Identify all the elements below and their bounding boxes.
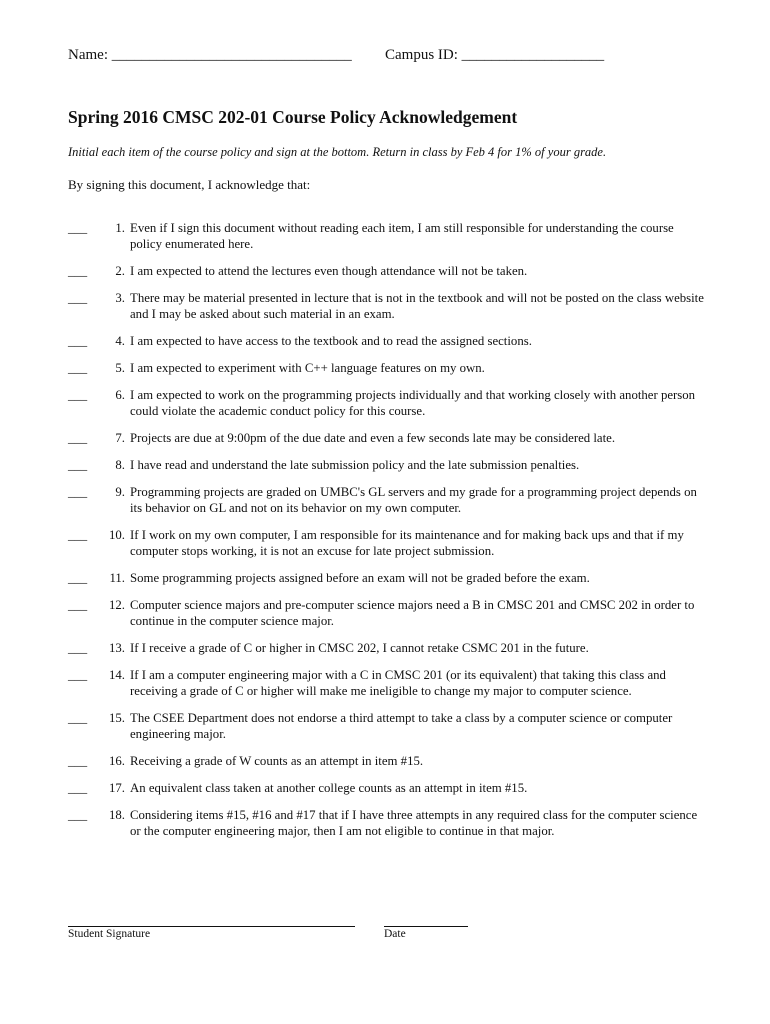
item-number: 12. — [109, 598, 125, 612]
item-text: Projects are due at 9:00pm of the due date and even a few seconds late may be considered late. — [130, 431, 616, 445]
item-number: 10. — [109, 528, 125, 542]
student-signature-label: Student Signature — [68, 928, 151, 940]
initial-blank[interactable]: ___ — [68, 264, 88, 278]
item-number: 14. — [109, 668, 125, 682]
initial-blank[interactable]: ___ — [68, 808, 88, 822]
policy-item — [68, 290, 708, 322]
item-number: 2. — [115, 264, 125, 278]
item-number: 7. — [115, 431, 125, 445]
policy-item — [68, 780, 708, 796]
initial-blank[interactable]: ___ — [68, 781, 88, 795]
signature-area — [68, 913, 708, 953]
initial-blank[interactable]: ___ — [68, 668, 88, 682]
item-number: 16. — [109, 754, 125, 768]
item-number: 18. — [109, 808, 125, 822]
item-text: Even if I sign this document without reading each item, I am still responsible for understanding the course policy enumerated here. — [130, 221, 674, 251]
initial-blank[interactable]: ___ — [68, 711, 88, 725]
policy-item — [68, 333, 708, 349]
policy-item — [68, 807, 708, 839]
initial-blank[interactable]: ___ — [68, 528, 88, 542]
item-text: Some programming projects assigned before an exam will not be graded before the exam. — [130, 571, 590, 585]
intro-text: By signing this document, I acknowledge that: — [68, 177, 311, 192]
initial-blank[interactable]: ___ — [68, 334, 88, 348]
policy-item — [68, 484, 708, 516]
item-number: 8. — [115, 458, 125, 472]
instructions-text: Initial each item of the course policy and sign at the bottom. Return in class by Feb 4 for 1% of your grade. — [68, 145, 607, 159]
initial-blank[interactable]: ___ — [68, 571, 88, 585]
item-text: If I receive a grade of C or higher in CMSC 202, I cannot retake CSMC 201 in the future. — [130, 641, 589, 655]
date-label: Date — [384, 928, 406, 940]
policy-item — [68, 570, 708, 586]
item-text: The CSEE Department does not endorse a third attempt to take a class by a computer science or computer engineering major. — [130, 711, 673, 741]
item-text: Computer science majors and pre-computer science majors need a B in CMSC 201 and CMSC 202 in order to continue in the computer science major. — [130, 598, 695, 628]
item-number: 11. — [109, 571, 125, 585]
item-text: If I am a computer engineering major with a C in CMSC 201 (or its equivalent) that taking this class and receiving a grade of C or higher will make me ineligible to change my major to computer science. — [130, 668, 666, 698]
item-text: I am expected to work on the programming projects individually and that working closely with another person could violate the academic conduct policy for this course. — [130, 388, 696, 418]
policy-item — [68, 597, 708, 629]
initial-blank[interactable]: ___ — [68, 458, 88, 472]
policy-item — [68, 457, 708, 473]
initial-blank[interactable]: ___ — [68, 641, 88, 655]
policy-item — [68, 640, 708, 656]
item-number: 3. — [115, 291, 125, 305]
initial-blank[interactable]: ___ — [68, 598, 88, 612]
item-number: 6. — [115, 388, 125, 402]
document-title: Spring 2016 CMSC 202-01 Course Policy Acknowledgement — [68, 107, 518, 127]
initial-blank[interactable]: ___ — [68, 221, 88, 235]
item-text: Receiving a grade of W counts as an attempt in item #15. — [130, 754, 424, 768]
item-text: I am expected to have access to the textbook and to read the assigned sections. — [130, 334, 532, 348]
item-number: 17. — [109, 781, 125, 795]
item-text: Programming projects are graded on UMBC's GL servers and my grade for a programming project depends on its behavior on GL and not on its behavior on my own computer. — [130, 485, 697, 515]
policy-item — [68, 263, 708, 279]
item-number: 9. — [115, 485, 125, 499]
item-text: If I work on my own computer, I am responsible for its maintenance and for making back ups and that if my computer stops working, it is not an excuse for late project submission. — [130, 528, 684, 558]
item-text: I have read and understand the late submission policy and the late submission penalties. — [130, 458, 580, 472]
initial-blank[interactable]: ___ — [68, 431, 88, 445]
initial-blank[interactable]: ___ — [68, 485, 88, 499]
policy-item — [68, 667, 708, 699]
date-line[interactable] — [384, 926, 468, 927]
item-text: There may be material presented in lecture that is not in the textbook and will not be posted on the class website and I may be asked about such material in an exam. — [130, 291, 704, 321]
policy-item — [68, 360, 708, 376]
initial-blank[interactable]: ___ — [68, 361, 88, 375]
policy-items-list — [68, 220, 708, 850]
initial-blank[interactable]: ___ — [68, 388, 88, 402]
initial-blank[interactable]: ___ — [68, 291, 88, 305]
item-text: An equivalent class taken at another college counts as an attempt in item #15. — [130, 781, 528, 795]
item-number: 4. — [115, 334, 125, 348]
campus-id-field[interactable]: Campus ID: ___________________ — [385, 47, 605, 63]
policy-item — [68, 387, 708, 419]
policy-item — [68, 430, 708, 446]
item-number: 5. — [115, 361, 125, 375]
item-number: 15. — [109, 711, 125, 725]
item-text: Considering items #15, #16 and #17 that if I have three attempts in any required class for the computer science or the computer engineering major, then I am not eligible to continue in that major. — [130, 808, 698, 838]
policy-item — [68, 753, 708, 769]
item-number: 13. — [109, 641, 125, 655]
name-field[interactable]: Name: ________________________________ — [68, 47, 352, 63]
initial-blank[interactable]: ___ — [68, 754, 88, 768]
header-fields — [68, 47, 605, 64]
item-text: I am expected to attend the lectures even though attendance will not be taken. — [130, 264, 528, 278]
policy-item — [68, 527, 708, 559]
item-number: 1. — [115, 221, 125, 235]
policy-item — [68, 710, 708, 742]
policy-item — [68, 220, 708, 252]
item-text: I am expected to experiment with C++ language features on my own. — [130, 361, 485, 375]
signature-line[interactable] — [68, 926, 355, 927]
